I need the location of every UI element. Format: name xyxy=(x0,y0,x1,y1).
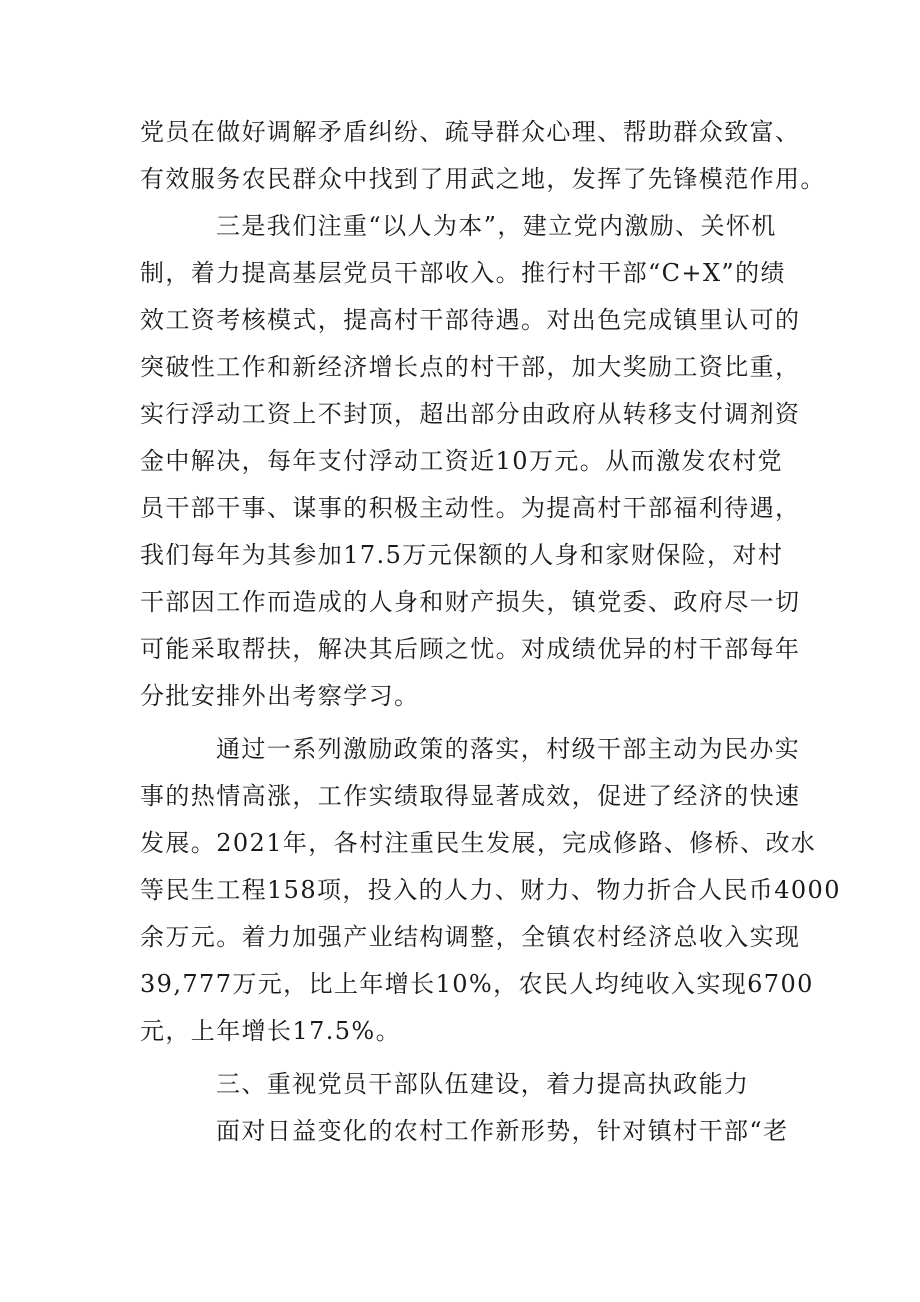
text-line: 党员在做好调解矛盾纠纷、疏导群众心理、帮助群众致富、 xyxy=(140,118,801,146)
text-line: 39,777万元，比上年增长10%，农民人均纯收入实现6700 xyxy=(140,970,814,998)
text-line: 余万元。着力加强产业结构调整，全镇农村经济总收入实现 xyxy=(140,923,801,951)
paragraph-start-line: 三是我们注重“以人为本”，建立党内激励、关怀机 xyxy=(216,212,777,240)
text-line: 分批安排外出考察学习。 xyxy=(140,682,420,710)
text-line: 干部因工作而造成的人身和财产损失，镇党委、政府尽一切 xyxy=(140,588,801,616)
text-line: 金中解决，每年支付浮动工资近10万元。从而激发农村党 xyxy=(140,447,783,475)
text-line: 实行浮动工资上不封顶，超出部分由政府从转移支付调剂资 xyxy=(140,400,801,428)
text-line: 等民生工程158项，投入的人力、财力、物力折合人民币4000 xyxy=(140,876,841,904)
paragraph-start-line: 面对日益变化的农村工作新形势，针对镇村干部“老 xyxy=(216,1117,789,1145)
section-heading: 三、重视党员干部队伍建设，着力提高执政能力 xyxy=(216,1070,750,1098)
text-line: 效工资考核模式，提高村干部待遇。对出色完成镇里认可的 xyxy=(140,306,801,334)
text-line: 事的热情高涨，工作实绩取得显著成效，促进了经济的快速 xyxy=(140,782,801,810)
text-line: 发展。2021年，各村注重民生发展，完成修路、修桥、改水 xyxy=(140,829,817,857)
text-line: 我们每年为其参加17.5万元保额的人身和家财保险，对村 xyxy=(140,541,784,569)
text-line: 元，上年增长17.5%。 xyxy=(140,1017,402,1045)
text-line: 员干部干事、谋事的积极主动性。为提高村干部福利待遇， xyxy=(140,494,801,522)
text-line: 有效服务农民群众中找到了用武之地，发挥了先锋模范作用。 xyxy=(140,165,826,193)
text-line: 可能采取帮扶，解决其后顾之忧。对成绩优异的村干部每年 xyxy=(140,635,801,663)
text-line: 突破性工作和新经济增长点的村干部，加大奖励工资比重， xyxy=(140,353,801,381)
paragraph-start-line: 通过一系列激励政策的落实，村级干部主动为民办实 xyxy=(216,735,801,763)
text-line: 制，着力提高基层党员干部收入。推行村干部“C+X”的绩 xyxy=(140,259,786,287)
